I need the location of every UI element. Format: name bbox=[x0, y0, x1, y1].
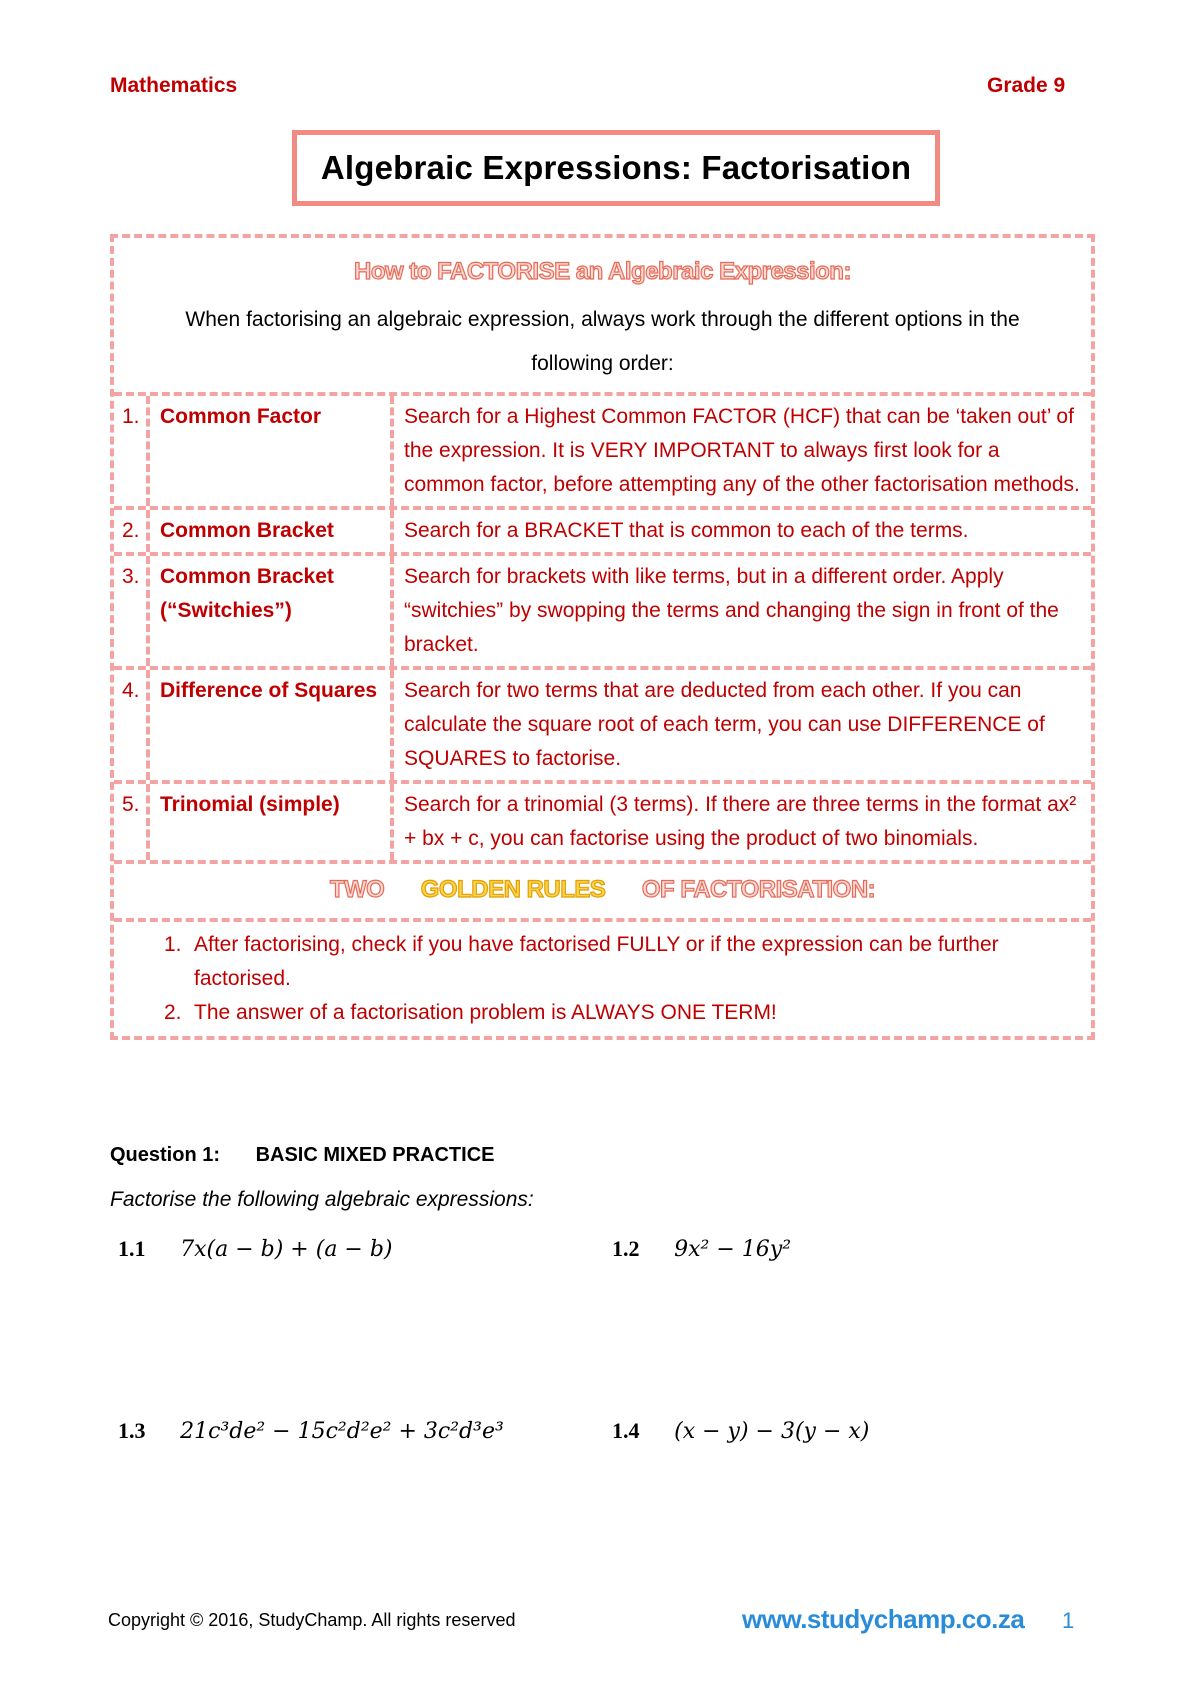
rules-heading-word: OF FACTORISATION: bbox=[641, 876, 876, 903]
golden-rules-list bbox=[114, 918, 1091, 1036]
method-number: 3. bbox=[114, 556, 150, 666]
rule-number: 2. bbox=[164, 1001, 182, 1024]
question-item bbox=[612, 1418, 869, 1444]
math-expression: 9x² − 16y² bbox=[674, 1237, 792, 1262]
method-row bbox=[114, 780, 1091, 860]
question-heading bbox=[110, 1144, 524, 1167]
page-number: 1 bbox=[1062, 1608, 1075, 1633]
golden-rules-heading bbox=[114, 860, 1091, 918]
howto-header bbox=[114, 238, 1091, 392]
question-number: 1.2 bbox=[612, 1236, 640, 1261]
rule-text: After factorising, check if you have factorised FULLY or if the expression can be further factorised. bbox=[194, 933, 999, 990]
howto-intro: When factorising an algebraic expression, always work through the different options in the following order: bbox=[185, 308, 1020, 375]
method-row bbox=[114, 392, 1091, 506]
copyright-text: Copyright © 2016, StudyChamp. All rights reserved bbox=[108, 1610, 516, 1630]
method-number: 5. bbox=[114, 784, 150, 860]
method-description: Search for two terms that are deducted from each other. If you can calculate the square root of each term, you can use DIFFERENCE of SQUARES to factorise. bbox=[404, 679, 1045, 770]
math-expression: (x − y) − 3(y − x) bbox=[674, 1419, 870, 1444]
method-row bbox=[114, 666, 1091, 780]
method-name: Common Bracket (“Switchies”) bbox=[150, 556, 394, 666]
question-item bbox=[118, 1236, 393, 1262]
question-number: 1.1 bbox=[118, 1236, 146, 1261]
rules-heading-word: TWO bbox=[329, 876, 385, 903]
howto-box bbox=[110, 234, 1095, 1040]
method-number: 1. bbox=[114, 396, 150, 506]
question-item bbox=[612, 1236, 791, 1262]
rules-heading-word: GOLDEN RULES bbox=[420, 876, 606, 903]
question-label: Question 1: bbox=[110, 1144, 221, 1166]
math-expression: 21c³de² − 15c²d²e² + 3c²d³e³ bbox=[180, 1419, 504, 1444]
method-name: Common Bracket bbox=[150, 510, 394, 552]
list-item bbox=[164, 928, 1071, 996]
method-description: Search for a BRACKET that is common to each of the terms. bbox=[404, 519, 969, 542]
method-description: Search for a Highest Common FACTOR (HCF) that can be ‘taken out’ of the expression. It is VERY IMPORTANT to always first look for a common factor, before attempting any of the other factorisation methods. bbox=[404, 405, 1080, 496]
page-title: Algebraic Expressions: Factorisation bbox=[292, 130, 940, 206]
method-name: Trinomial (simple) bbox=[150, 784, 394, 860]
howto-heading: How to FACTORISE an Algebraic Expression: bbox=[354, 258, 851, 285]
subject-label: Mathematics bbox=[110, 74, 238, 97]
website-link[interactable]: www.studychamp.co.za bbox=[742, 1604, 1025, 1634]
grade-label: Grade 9 bbox=[987, 74, 1066, 97]
question-title: BASIC MIXED PRACTICE bbox=[255, 1144, 495, 1166]
method-name: Difference of Squares bbox=[150, 670, 394, 780]
question-item bbox=[118, 1418, 504, 1444]
method-number: 2. bbox=[114, 510, 150, 552]
method-number: 4. bbox=[114, 670, 150, 780]
list-item bbox=[164, 996, 1071, 1030]
question-number: 1.4 bbox=[612, 1418, 640, 1443]
method-row bbox=[114, 552, 1091, 666]
method-description: Search for a trinomial (3 terms). If there are three terms in the format ax² + bx + c, you can factorise using the product of two binomials. bbox=[404, 793, 1077, 850]
rule-text: The answer of a factorisation problem is ALWAYS ONE TERM! bbox=[194, 1001, 777, 1024]
rule-number: 1. bbox=[164, 933, 182, 956]
method-name: Common Factor bbox=[150, 396, 394, 506]
question-number: 1.3 bbox=[118, 1418, 146, 1443]
method-row bbox=[114, 506, 1091, 552]
math-expression: 7x(a − b) + (a − b) bbox=[180, 1237, 393, 1262]
method-description: Search for brackets with like terms, but in a different order. Apply “switchies” by swopping the terms and changing the sign in front of the bracket. bbox=[404, 565, 1059, 656]
question-instruction: Factorise the following algebraic expressions: bbox=[110, 1188, 534, 1211]
